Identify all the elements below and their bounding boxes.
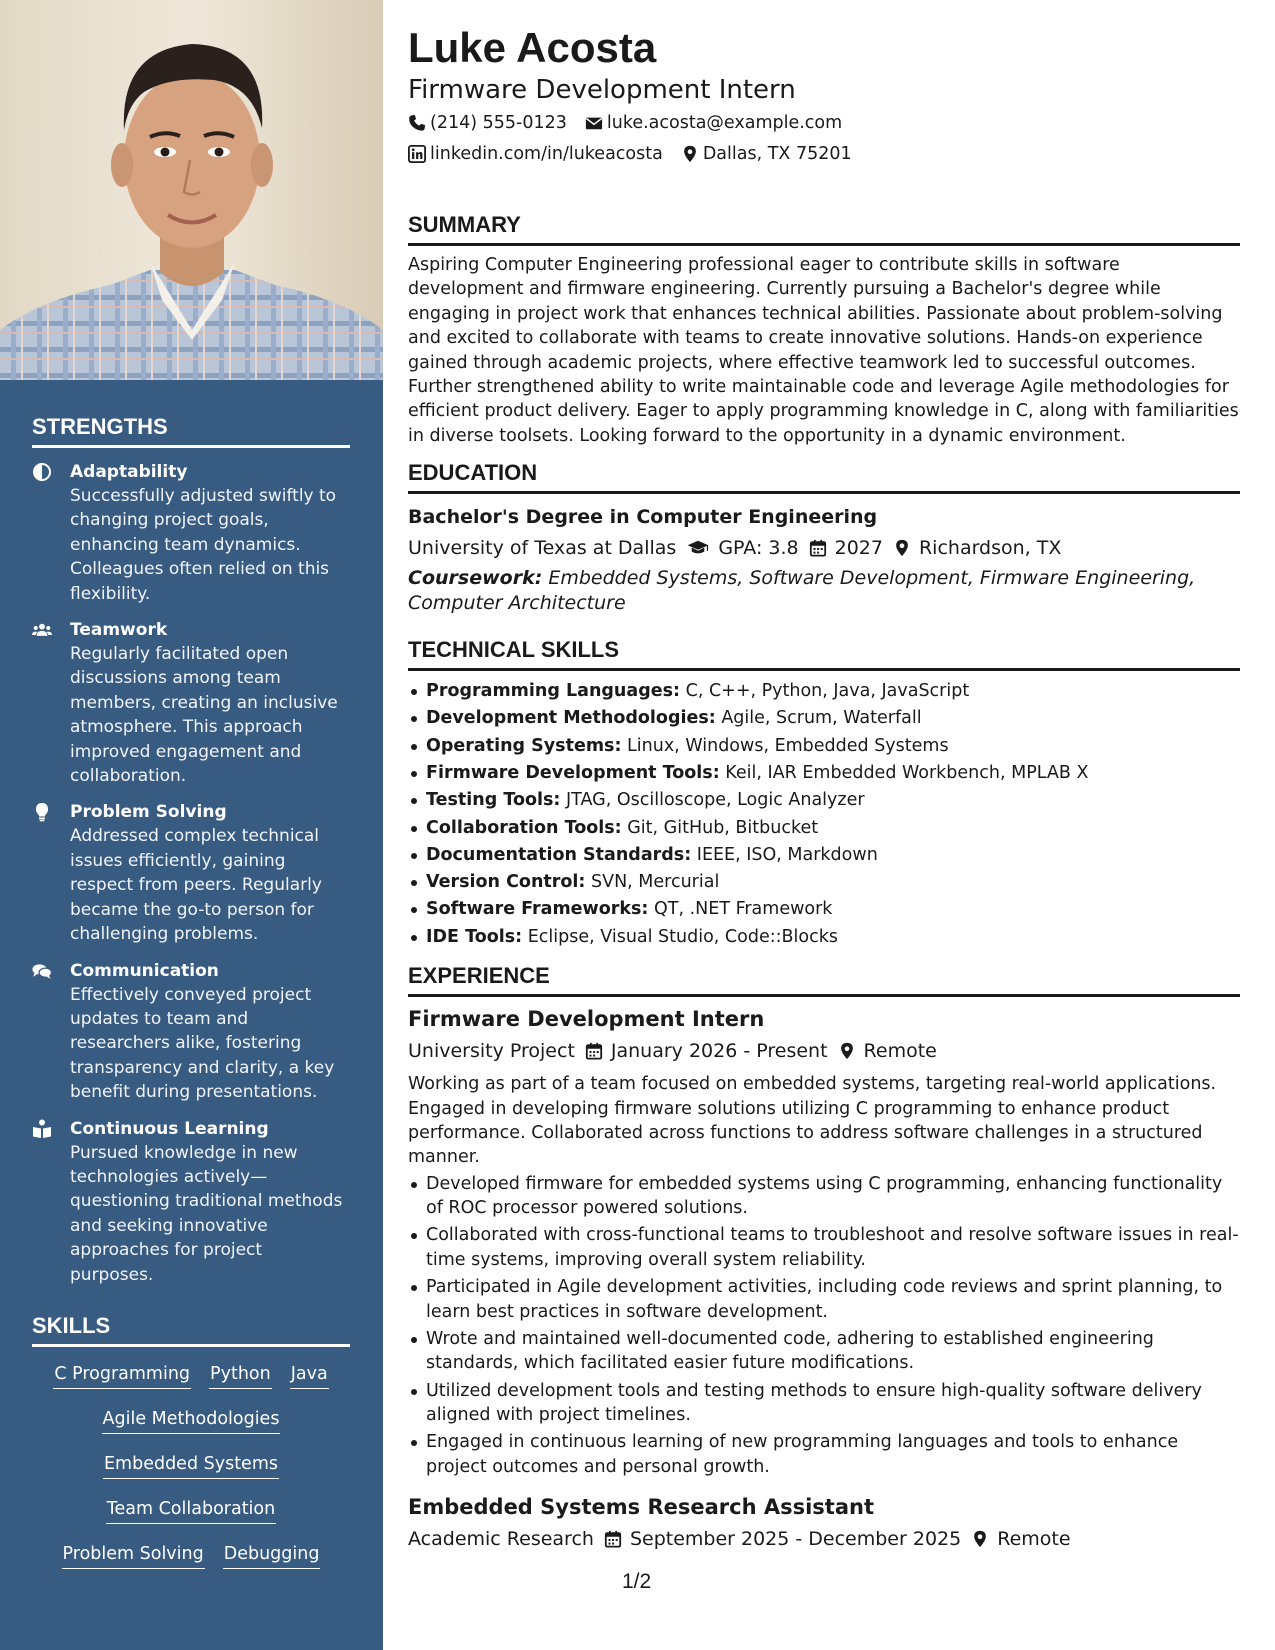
skill-value: C, C++, Python, Java, JavaScript bbox=[685, 681, 970, 702]
job-summary: Working as part of a team focused on embedded systems, targeting real-world applications. Engaged in developing firmware solutions utilizing C programming to enhance product performance. Collaborated across functions to address software challenges in a structured manner. bbox=[408, 1074, 1217, 1168]
calendar-icon bbox=[809, 539, 827, 557]
list-item bbox=[408, 788, 1240, 812]
strength-name: Continuous Learning bbox=[70, 1118, 269, 1139]
skill-tag: Problem Solving bbox=[62, 1541, 205, 1569]
list-item: Developed firmware for embedded systems using C programming, enhancing functionality of ROC processor powered solutions. bbox=[408, 1172, 1240, 1221]
school-name: University of Texas at Dallas bbox=[408, 537, 677, 560]
book-reader-icon bbox=[32, 1119, 52, 1139]
job-dates-item bbox=[585, 1037, 828, 1065]
skill-value: Eclipse, Visual Studio, Code::Blocks bbox=[527, 926, 838, 947]
list-item bbox=[408, 679, 1240, 703]
strength-item bbox=[32, 959, 351, 1105]
half-circle-icon bbox=[32, 462, 52, 482]
lightbulb-icon bbox=[32, 802, 52, 822]
skills-list bbox=[32, 1361, 350, 1586]
profile-photo-illustration bbox=[0, 0, 383, 380]
skill-label: Testing Tools: bbox=[426, 790, 561, 811]
map-pin-icon bbox=[971, 1530, 989, 1548]
year-item bbox=[809, 534, 883, 562]
coursework bbox=[408, 566, 1240, 615]
location-contact bbox=[681, 144, 852, 164]
experience-title: EXPERIENCE bbox=[408, 963, 1240, 997]
strength-item bbox=[32, 460, 351, 606]
job-location: Remote bbox=[997, 1528, 1071, 1551]
skill-value: JTAG, Oscilloscope, Logic Analyzer bbox=[566, 790, 865, 811]
strength-name: Adaptability bbox=[70, 462, 188, 482]
job-bullets bbox=[408, 1172, 1240, 1479]
list-item bbox=[408, 816, 1240, 840]
profile-photo bbox=[0, 0, 383, 380]
job-location-item bbox=[838, 1037, 937, 1065]
skill-label: Operating Systems: bbox=[426, 735, 622, 756]
job-meta bbox=[408, 1037, 1240, 1065]
sidebar bbox=[0, 0, 383, 1650]
comments-icon bbox=[32, 961, 52, 981]
job-dates: January 2026 - Present bbox=[610, 1040, 828, 1063]
gpa-item bbox=[686, 534, 798, 562]
list-item bbox=[408, 925, 1240, 949]
strength-item bbox=[32, 618, 351, 788]
list-item: Wrote and maintained well-documented code, adhering to established engineering standards, which facilitated easier future modifications. bbox=[408, 1327, 1240, 1376]
strengths-title: STRENGTHS bbox=[32, 414, 350, 448]
list-item bbox=[408, 870, 1240, 894]
map-pin-icon bbox=[893, 539, 911, 557]
linkedin-icon bbox=[408, 145, 426, 163]
skill-label: Firmware Development Tools: bbox=[426, 762, 720, 783]
users-icon bbox=[32, 620, 52, 640]
envelope-icon bbox=[585, 114, 603, 132]
graduation-cap-icon bbox=[686, 539, 710, 557]
technical-skills-title: TECHNICAL SKILLS bbox=[408, 637, 1240, 671]
technical-skills-list bbox=[408, 679, 1240, 949]
list-item: Engaged in continuous learning of new programming languages and tools to enhance project outcomes and personal growth. bbox=[408, 1430, 1240, 1479]
education-title: EDUCATION bbox=[408, 460, 1240, 494]
list-item: Participated in Agile development activities, including code reviews and sprint planning, to learn best practices in software development. bbox=[408, 1275, 1240, 1324]
job-meta bbox=[408, 1525, 1240, 1553]
coursework-label: Coursework: bbox=[408, 567, 543, 590]
degree-name: Bachelor's Degree in Computer Engineering bbox=[408, 506, 878, 529]
skill-label: Programming Languages: bbox=[426, 681, 681, 702]
contact-line bbox=[408, 140, 1240, 168]
list-item bbox=[408, 761, 1240, 785]
list-item: Collaborated with cross-functional teams to troubleshoot and resolve software issues in real-time systems, improving overall system reliability. bbox=[408, 1223, 1240, 1272]
job-entry bbox=[408, 1493, 1240, 1553]
strength-description: Effectively conveyed project updates to team and researchers alike, fostering transparency and clarity, a key benefit during presentations. bbox=[70, 984, 335, 1103]
candidate-role: Firmware Development Intern bbox=[408, 75, 796, 105]
skill-tag: Team Collaboration bbox=[106, 1496, 276, 1524]
calendar-icon bbox=[604, 1530, 622, 1548]
job-org: Academic Research bbox=[408, 1528, 594, 1551]
candidate-name: Luke Acosta bbox=[408, 24, 657, 71]
job-title: Firmware Development Intern bbox=[408, 1007, 765, 1032]
skill-label: Version Control: bbox=[426, 872, 586, 893]
skill-tag: Embedded Systems bbox=[103, 1451, 279, 1479]
edu-location-item bbox=[893, 534, 1061, 562]
email-contact[interactable] bbox=[585, 113, 842, 133]
skill-value: QT, .NET Framework bbox=[654, 899, 833, 920]
phone-icon bbox=[408, 114, 426, 132]
job-dates: September 2025 - December 2025 bbox=[629, 1528, 962, 1551]
strength-description: Addressed complex technical issues efficiently, gaining respect from peers. Regularly became the go-to person for challenging problems. bbox=[70, 826, 322, 945]
strength-description: Successfully adjusted swiftly to changing project goals, enhancing team dynamics. Colleagues often relied on this flexibility. bbox=[70, 486, 337, 604]
page-number: 1/2 bbox=[622, 1570, 652, 1593]
strength-item bbox=[32, 1117, 351, 1287]
job-org: University Project bbox=[408, 1040, 575, 1063]
phone-contact[interactable] bbox=[408, 113, 567, 133]
year-text: 2027 bbox=[834, 537, 883, 560]
strength-name: Teamwork bbox=[70, 620, 168, 641]
skill-value: Linux, Windows, Embedded Systems bbox=[627, 735, 949, 756]
list-item bbox=[408, 897, 1240, 921]
strength-description: Regularly facilitated open discussions among team members, creating an inclusive atmosphere. This approach improved engagement and collaboration. bbox=[70, 644, 338, 787]
location-text: Dallas, TX 75201 bbox=[702, 144, 852, 164]
map-pin-icon bbox=[838, 1042, 856, 1060]
skill-label: Software Frameworks: bbox=[426, 899, 649, 920]
phone-text: (214) 555-0123 bbox=[430, 113, 567, 133]
list-item bbox=[408, 843, 1240, 867]
list-item bbox=[408, 706, 1240, 730]
linkedin-contact[interactable] bbox=[408, 144, 663, 164]
skills-title: SKILLS bbox=[32, 1313, 350, 1347]
skill-value: Keil, IAR Embedded Workbench, MPLAB X bbox=[725, 762, 1089, 783]
job-entry bbox=[408, 1005, 1240, 1479]
job-title: Embedded Systems Research Assistant bbox=[408, 1495, 874, 1520]
skill-label: Collaboration Tools: bbox=[426, 817, 622, 838]
skill-value: IEEE, ISO, Markdown bbox=[696, 844, 878, 865]
skill-value: SVN, Mercurial bbox=[591, 872, 720, 893]
strength-item bbox=[32, 800, 351, 946]
job-location-item bbox=[971, 1525, 1070, 1553]
skill-tag: Debugging bbox=[223, 1541, 321, 1569]
strength-name: Problem Solving bbox=[70, 802, 227, 823]
skill-value: Agile, Scrum, Waterfall bbox=[721, 708, 922, 729]
coursework-text: Embedded Systems, Software Development, Firmware Engineering, Computer Architecture bbox=[408, 567, 1196, 614]
email-text: luke.acosta@example.com bbox=[606, 113, 843, 133]
contact-line bbox=[408, 109, 1240, 137]
gpa-text: GPA: 3.8 bbox=[718, 537, 799, 560]
skill-tag: C Programming bbox=[53, 1361, 191, 1389]
job-location: Remote bbox=[863, 1040, 937, 1063]
job-dates-item bbox=[604, 1525, 961, 1553]
skill-tag: Python bbox=[209, 1361, 272, 1389]
skill-label: Development Methodologies: bbox=[426, 708, 716, 729]
linkedin-text: linkedin.com/in/lukeacosta bbox=[430, 144, 663, 164]
list-item bbox=[408, 734, 1240, 758]
skill-label: IDE Tools: bbox=[426, 926, 523, 947]
map-pin-icon bbox=[681, 145, 699, 163]
edu-location-text: Richardson, TX bbox=[918, 537, 1062, 560]
skill-tag: Java bbox=[290, 1361, 329, 1389]
skill-tag: Agile Methodologies bbox=[102, 1406, 281, 1434]
main-content bbox=[408, 0, 1240, 1553]
strength-description: Pursued knowledge in new technologies actively—questioning traditional methods and seeking innovative approaches for project purposes. bbox=[70, 1142, 343, 1285]
skill-value: Git, GitHub, Bitbucket bbox=[627, 817, 819, 838]
summary-title: SUMMARY bbox=[408, 212, 1240, 246]
list-item: Utilized development tools and testing methods to ensure high-quality software delivery aligned with project timelines. bbox=[408, 1379, 1240, 1428]
skill-label: Documentation Standards: bbox=[426, 844, 692, 865]
strength-name: Communication bbox=[70, 960, 219, 981]
education-meta bbox=[408, 534, 1240, 562]
summary-text: Aspiring Computer Engineering professional eager to contribute skills in software development and firmware engineering. Currently pursuing a Bachelor's degree while engaging in project work that enhances technical abilities. Passionate about problem-solving and excited to collaborate with teams to create innovative solutions. Hands-on experience gained through academic projects, where effective teamwork led to successful outcomes. Further strengthened ability to write maintainable code and leverage Agile methodologies for efficient product delivery. Eager to apply programming knowledge in C, along with familiarities in diverse toolsets. Looking forward to the opportunity in a dynamic environment. bbox=[408, 255, 1239, 446]
calendar-icon bbox=[585, 1042, 603, 1060]
